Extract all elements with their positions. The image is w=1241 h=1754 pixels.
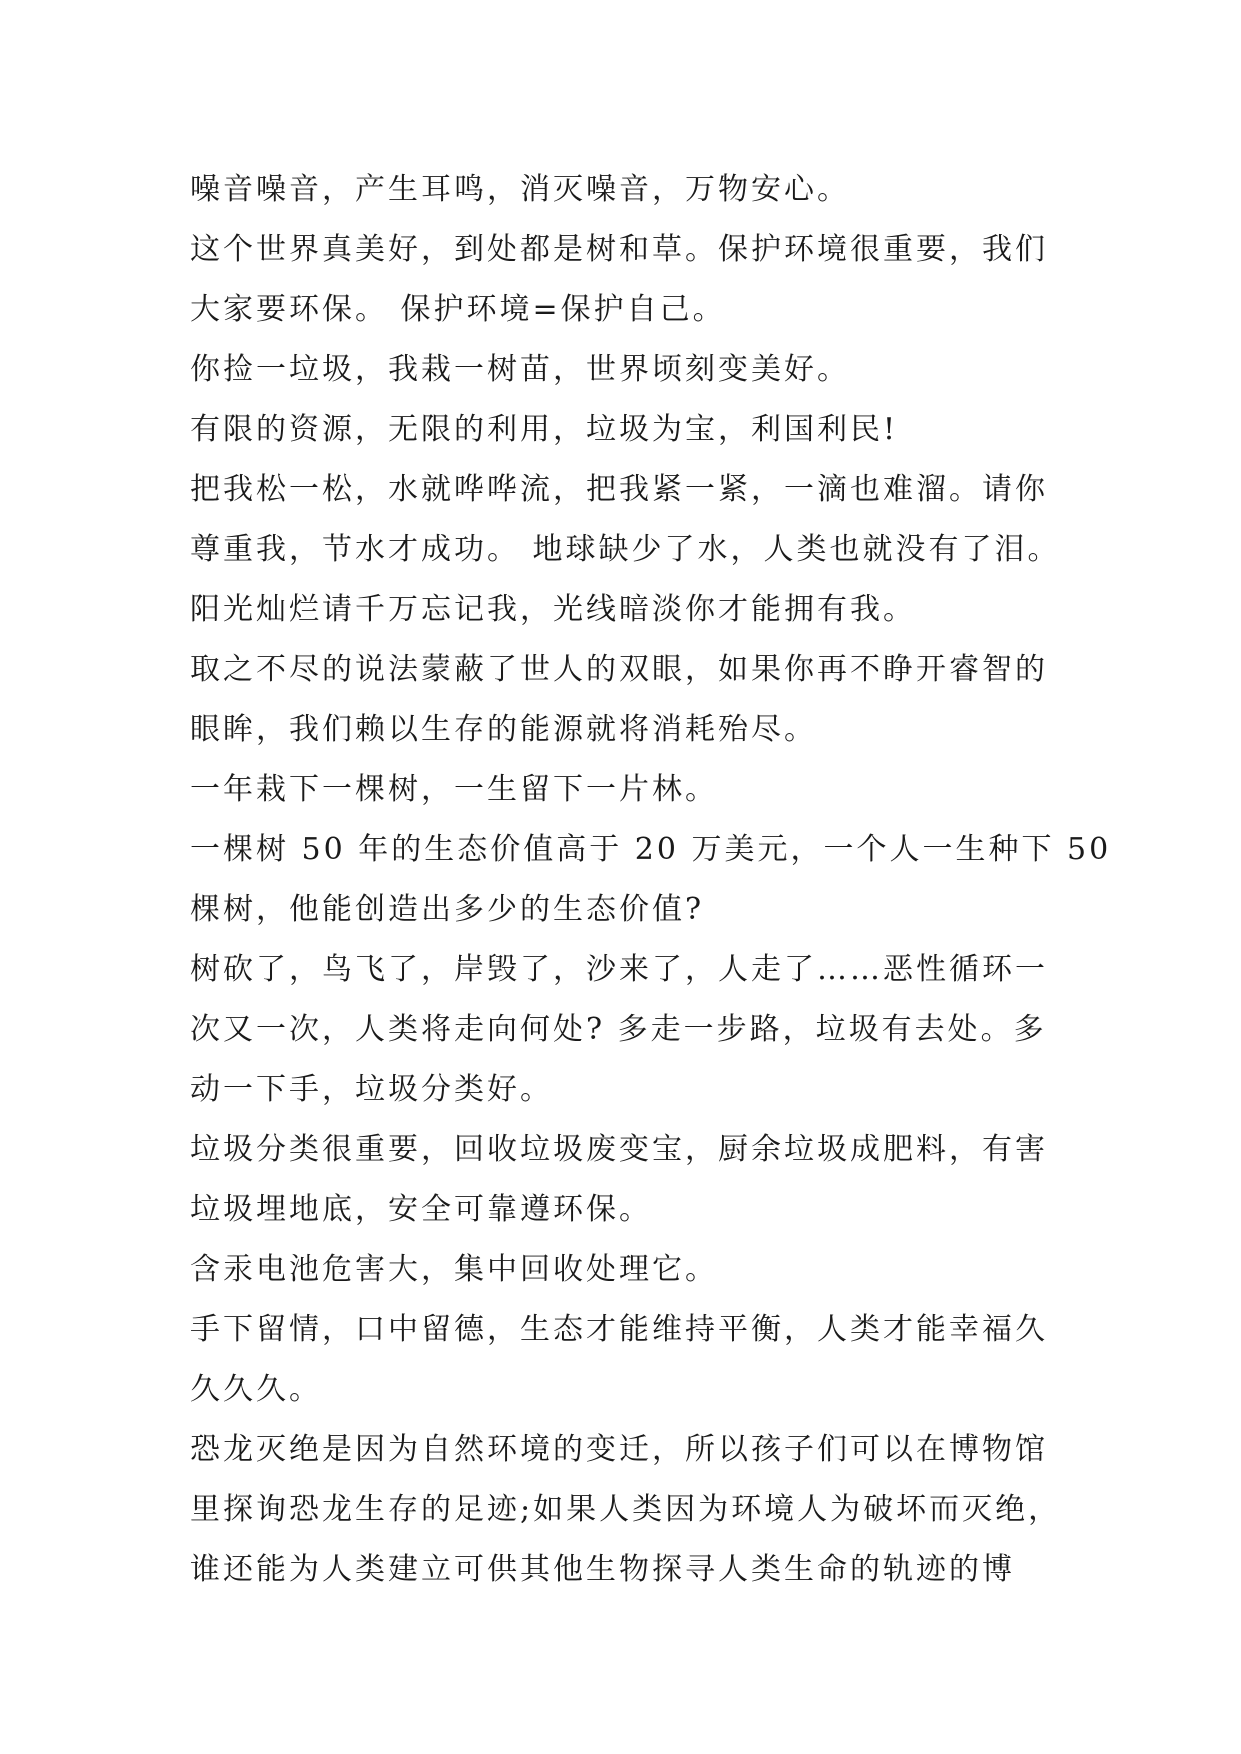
text-line: 动一下手，垃圾分类好。 [190, 1072, 553, 1107]
text-line: 一棵树 50 年的生态价值高于 20 万美元，一个人一生种下 50 [190, 832, 1112, 867]
text-line: 手下留情，口中留德，生态才能维持平衡，人类才能幸福久 [190, 1312, 1048, 1347]
text-line: 恐龙灭绝是因为自然环境的变迁，所以孩子们可以在博物馆 [190, 1432, 1048, 1467]
text-line: 大家要环保。 保护环境=保护自己。 [190, 292, 726, 327]
text-line: 把我松一松，水就哗哗流，把我紧一紧，一滴也难溜。请你 [190, 472, 1048, 507]
text-line: 垃圾分类很重要，回收垃圾废变宝，厨余垃圾成肥料，有害 [190, 1132, 1048, 1167]
text-line: 次又一次，人类将走向何处? 多走一步路，垃圾有去处。多 [190, 1012, 1047, 1047]
text-line: 久久久。 [190, 1372, 322, 1407]
text-line: 棵树，他能创造出多少的生态价值? [190, 892, 705, 927]
text-line: 树砍了，鸟飞了，岸毁了，沙来了，人走了……恶性循环一 [190, 952, 1048, 987]
text-line: 你捡一垃圾，我栽一树苗，世界顷刻变美好。 [190, 352, 850, 387]
text-line: 这个世界真美好，到处都是树和草。保护环境很重要，我们 [190, 232, 1048, 267]
text-line: 有限的资源，无限的利用，垃圾为宝，利国利民! [190, 412, 899, 447]
text-line: 谁还能为人类建立可供其他生物探寻人类生命的轨迹的博 [190, 1552, 1015, 1587]
text-line: 里探询恐龙生存的足迹;如果人类因为环境人为破坏而灭绝， [190, 1492, 1062, 1527]
text-line: 取之不尽的说法蒙蔽了世人的双眼，如果你再不睁开睿智的 [190, 652, 1048, 687]
text-line: 阳光灿烂请千万忘记我，光线暗淡你才能拥有我。 [190, 592, 916, 627]
text-line: 眼眸，我们赖以生存的能源就将消耗殆尽。 [190, 712, 817, 747]
document-body [190, 160, 1112, 1600]
text-line: 垃圾埋地底，安全可靠遵环保。 [190, 1192, 652, 1227]
text-line: 一年栽下一棵树，一生留下一片林。 [190, 772, 718, 807]
text-line: 尊重我，节水才成功。 地球缺少了水，人类也就没有了泪。 [190, 532, 1061, 567]
text-line: 含汞电池危害大，集中回收处理它。 [190, 1252, 718, 1287]
text-line: 噪音噪音，产生耳鸣，消灭噪音，万物安心。 [190, 172, 850, 207]
